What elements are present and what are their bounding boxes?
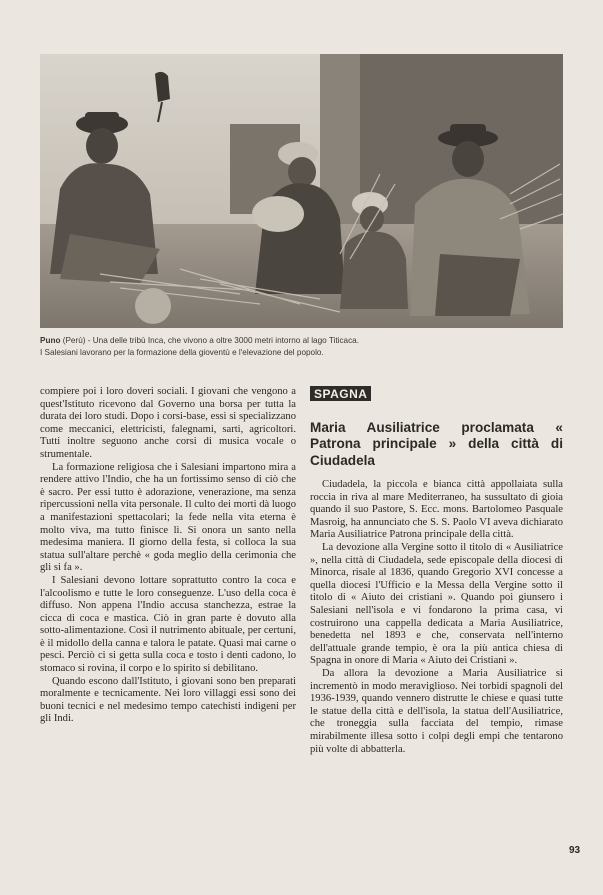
caption-line-2: I Salesiani lavorano per la formazione della gioventù e l'elevazione del popolo. [40, 348, 324, 357]
right-paragraph-1: Ciudadela, la piccola e bianca città appollaiata sulla roccia in riva al mare Mediterraneo, ha sussultato di gioia quando il suo Pastore, S. Ecc. mons. Bartolomeo Pasquale Masroig, ha annunciato che S. S. Paolo VI aveva dichiarato Maria Ausiliatrice Patrona principale della città. [310, 479, 563, 541]
page-number: 93 [569, 845, 581, 856]
left-paragraph-1: compiere poi i loro doveri sociali. I giovani che vengono a quest'Istituto ricevono dal Governo una borsa per tutta la durata dei loro studi. Dopo i corsi-base, essi si specializzano come meccanici, elettricisti, falegnami, sarti, agricoltori. Tutti inoltre seguono anche corsi di musica vocale o strumentale. [40, 386, 296, 460]
section-badge: SPAGNA [310, 386, 371, 401]
right-paragraph-2: La devozione alla Vergine sotto il titolo di « Ausiliatrice », nella città di Ciudadela, sede episcopale della diocesi di Minorca, risale al 1836, quando Gregorio XVI concesse a quella diocesi l'Ufficio e la Messa della Vergine sotto il titolo di « Aiuto dei cristiani ». Quando poi giunsero i Salesiani nell'isola e vi fondarono la prima casa, vi costruirono una cappella dedicata a Maria Ausiliatrice, benedetta nel 1893 e che, conservata nell'interno dell'attuale grande tempio, è ora la più antica chiesa di Spagna in onore di Maria « Aiuto dei Cristiani ». [310, 542, 563, 667]
caption-line-1-text: (Perù) - Una delle tribù Inca, che vivono a oltre 3000 metri intorno al lago Titicaca. [60, 336, 360, 345]
caption-line-1 [40, 335, 563, 347]
photo [40, 54, 563, 328]
right-paragraph-3: Da allora la devozione a Maria Ausiliatrice si incrementò in modo meraviglioso. Nei torbidi spagnoli del 1936-1939, quando vennero distrutte le chiese e quasi tutte le statue della città e dell'isola, la statua dell'Ausiliatrice, che troneggia sulla facciata del tempio, rimase mirabilmente illesa sotto i colpi degli empi che tentarono più volte di abbatterla. [310, 668, 563, 755]
left-paragraph-3: I Salesiani devono lottare soprattutto contro la coca e l'alcoolismo e tutte le loro conseguenze. L'uso della coca è diffuso. Non appena l'Indio accusa stanchezza, estrae la cicca di coca e mastica. Ciò in gran parte è dovuto alla sotto-alimentazione. Così il nutrimento abituale, per certuni, è il midollo della canna e talora le patate. Quasi mai carne o pesci. Perciò ci si getta sulla coca e tosto i denti cadono, lo stomaco si rovina, il corpo e lo spirito si debilitano. [40, 574, 296, 675]
left-column [40, 386, 296, 726]
photo-illustration [40, 54, 563, 328]
article-headline: Maria Ausiliatrice proclamata « Patrona principale » della città di Ciudadela [310, 419, 563, 468]
right-column [310, 386, 563, 756]
left-paragraph-2: La formazione religiosa che i Salesiani impartono mira a rendere attivo l'Indio, che ha un fortissimo senso di ciò che è sacro. Per essi tutto è adorazione, venerazione, ma senza ripercussioni nella vita personale. Il culto dei morti dà luogo a manifestazioni spettacolari; la fede nella vita eterna è molto viva, ma tutto finisce lì. Si onora un santo nella medesima maniera. Il giorno della festa, si colloca la sua statua sull'altare perchè « goda meglio della cerimonia che gli si fa ». [40, 461, 296, 574]
left-paragraph-4: Quando escono dall'Istituto, i giovani sono ben preparati moralmente e tecnicamente. Nei loro villaggi essi sono dei buoni tecnici e nel medesimo tempo catechisti indigeni per gli Indi. [40, 675, 296, 725]
caption-place: Puno [40, 336, 61, 345]
photo-caption [40, 335, 563, 359]
